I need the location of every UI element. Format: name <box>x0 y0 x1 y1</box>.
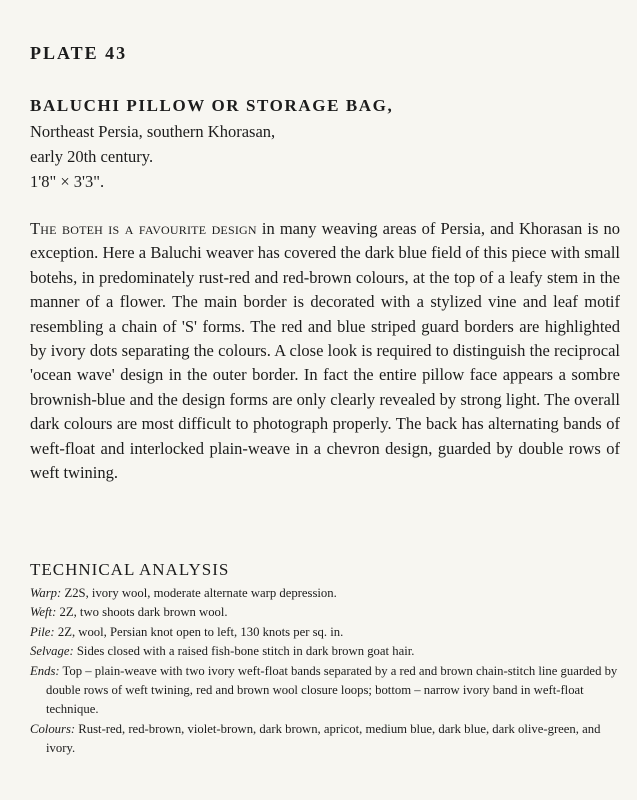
date-line: early 20th century. <box>30 147 154 166</box>
technical-analysis-list <box>30 584 620 759</box>
description-text: in many weaving areas of Persia, and Khorasan is no exception. Here a Baluchi weaver has covered the dark blue field of this piece with small botehs, in predominately rust-red and red-brown colours, at the top of a leafy stem in the manner of a flower. The main border is decorated with a stylized vine and leaf motif resembling a chain of 'S' forms. The red and blue striped guard borders are highlighted by ivory dots separating the colours. A close look is required to distinguish the reciprocal 'ocean wave' design in the outer border. In fact the entire pillow face appears a sombre brownish-blue and the design forms are only clearly revealed by strong light. The overall dark colours are most difficult to photograph properly. The back has alternating bands of weft-float and interlocked plain-weave in a chevron design, guarded by double rows of weft twining. <box>30 219 620 483</box>
object-title: BALUCHI PILLOW OR STORAGE BAG, <box>30 96 394 115</box>
tech-label: Colours: <box>30 721 76 736</box>
tech-row-pile <box>30 623 620 642</box>
tech-row-colours <box>30 720 620 759</box>
description-lead: The boteh is a favourite design <box>30 219 257 238</box>
tech-label: Selvage: <box>30 644 74 659</box>
tech-row-weft <box>30 603 620 622</box>
tech-value: Sides closed with a raised fish-bone stitch in dark brown goat hair. <box>73 644 415 659</box>
tech-row-selvage <box>30 642 620 661</box>
tech-label: Ends: <box>30 663 60 678</box>
tech-value: Z2S, ivory wool, moderate alternate warp depression. <box>61 586 337 600</box>
tech-row-ends <box>30 662 620 720</box>
tech-value: 2Z, two shoots dark brown wool. <box>56 605 228 620</box>
tech-value: 2Z, wool, Persian knot open to left, 130 knots per sq. in. <box>54 624 344 639</box>
tech-value: Top – plain-weave with two ivory weft-float bands separated by a red and brown chain-stitch line guarded by double rows of weft twining, red and brown wool closure loops; bottom – narrow ivory band in weft-float technique. <box>46 663 618 717</box>
description-paragraph <box>30 217 620 485</box>
tech-value: Rust-red, red-brown, violet-brown, dark brown, apricot, medium blue, dark blue, dark olive-green, and ivory. <box>46 721 601 756</box>
tech-label: Warp: <box>30 586 62 600</box>
tech-row-warp <box>30 584 620 603</box>
dimensions-line: 1'8" × 3'3". <box>30 172 105 191</box>
plate-number: PLATE 43 <box>30 43 128 63</box>
tech-label: Pile: <box>30 624 55 639</box>
tech-label: Weft: <box>30 605 57 620</box>
provenance-line: Northeast Persia, southern Khorasan, <box>30 122 276 141</box>
technical-analysis-title: TECHNICAL ANALYSIS <box>30 560 230 579</box>
